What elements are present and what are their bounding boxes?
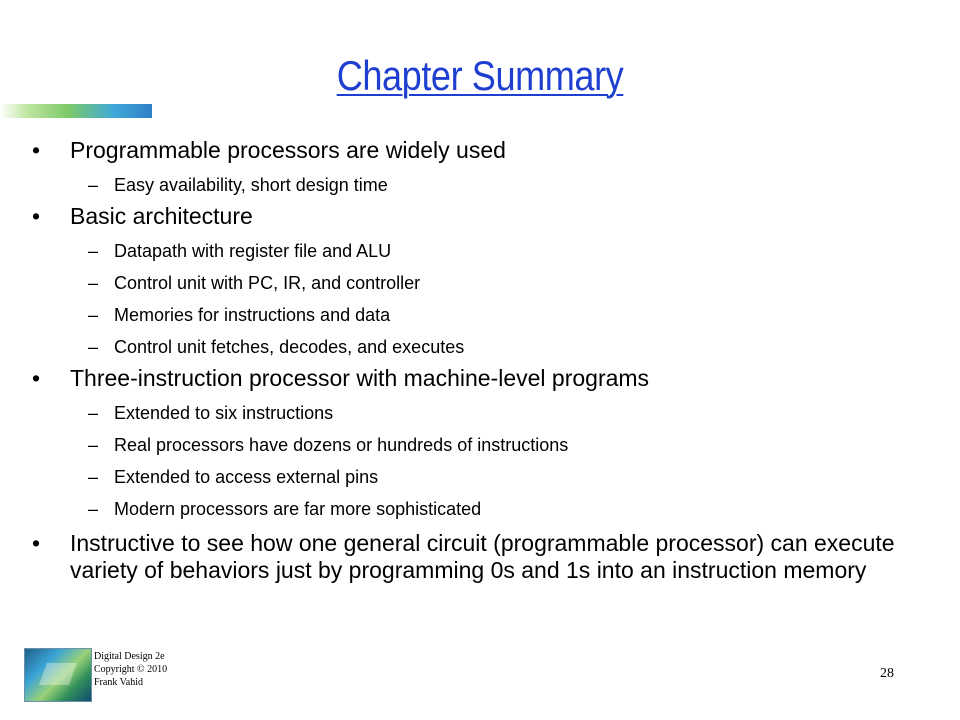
footer-line: Frank Vahid xyxy=(94,677,143,688)
dash-marker: – xyxy=(88,337,99,357)
logo-chip-shape xyxy=(39,663,77,685)
dash-marker: – xyxy=(88,241,99,261)
slide-title: Chapter Summary xyxy=(336,52,624,99)
sub-bullet-item xyxy=(32,240,912,262)
bullet-item xyxy=(32,203,912,230)
dash-marker: – xyxy=(88,435,99,455)
bullet-list xyxy=(32,130,912,584)
sub-bullet-text: Modern processors are far more sophisticated xyxy=(114,499,482,519)
title-accent-bar xyxy=(0,104,152,118)
bullet-text: Three-instruction processor with machine-level programs xyxy=(70,365,650,391)
sub-bullet-item xyxy=(32,466,912,488)
dash-marker: – xyxy=(88,499,99,519)
sub-bullet-text: Memories for instructions and data xyxy=(114,305,391,325)
book-cover-logo-icon xyxy=(24,648,92,702)
bullet-marker: • xyxy=(32,365,41,391)
bullet-item xyxy=(32,530,912,584)
bullet-text: Instructive to see how one general circuit (programmable processor) can execute variety of behaviors just by programming 0s and 1s into an instruction memory xyxy=(70,530,895,583)
sub-bullet-text: Extended to access external pins xyxy=(114,467,379,487)
bullet-text: Basic architecture xyxy=(70,203,253,229)
bullet-item xyxy=(32,137,912,164)
sub-bullet-text: Extended to six instructions xyxy=(114,403,334,423)
bullet-text: Programmable processors are widely used xyxy=(70,137,506,163)
dash-marker: – xyxy=(88,467,99,487)
dash-marker: – xyxy=(88,175,99,195)
bullet-marker: • xyxy=(32,137,41,163)
sub-bullet-item xyxy=(32,174,912,196)
sub-bullet-item xyxy=(32,434,912,456)
sub-bullet-item xyxy=(32,498,912,520)
dash-marker: – xyxy=(88,305,99,325)
footer-line: Copyright © 2010 xyxy=(94,664,168,675)
sub-bullet-text: Easy availability, short design time xyxy=(114,175,388,195)
sub-bullet-item xyxy=(32,402,912,424)
sub-bullet-item xyxy=(32,336,912,358)
page-number: 28 xyxy=(880,666,894,681)
footer-credit xyxy=(94,650,167,689)
sub-bullet-text: Control unit fetches, decodes, and executes xyxy=(114,337,465,357)
sub-bullet-text: Datapath with register file and ALU xyxy=(114,241,392,261)
footer-line: Digital Design 2e xyxy=(94,651,165,662)
sub-bullet-item xyxy=(32,304,912,326)
dash-marker: – xyxy=(88,273,99,293)
bullet-marker: • xyxy=(32,203,41,229)
bullet-marker: • xyxy=(32,530,41,556)
bullet-item xyxy=(32,365,912,392)
sub-bullet-item xyxy=(32,272,912,294)
sub-bullet-text: Real processors have dozens or hundreds of instructions xyxy=(114,435,569,455)
dash-marker: – xyxy=(88,403,99,423)
sub-bullet-text: Control unit with PC, IR, and controller xyxy=(114,273,421,293)
